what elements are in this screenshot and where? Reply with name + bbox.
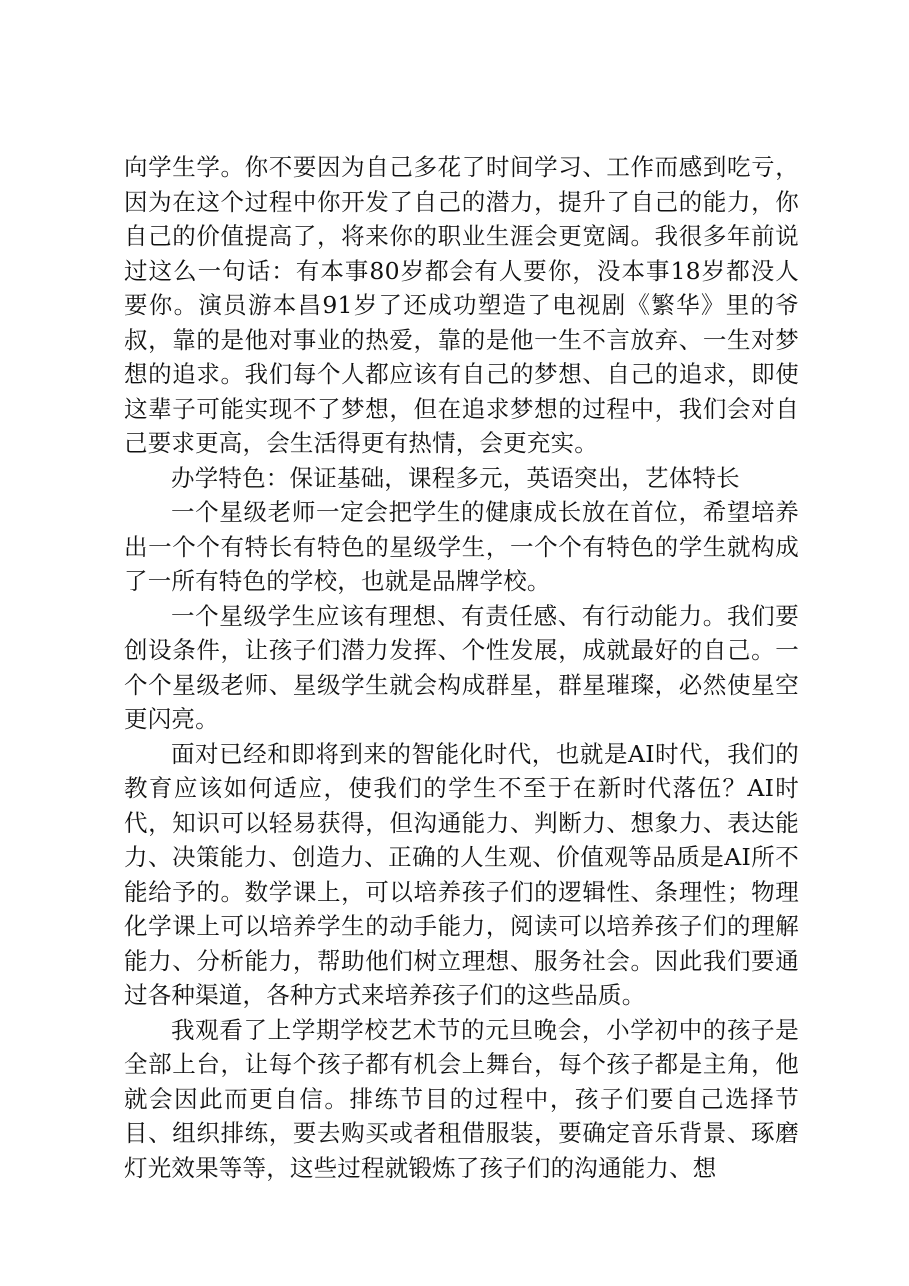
paragraph-1: 向学生学。你不要因为自己多花了时间学习、工作而感到吃亏，因为在这个过程中你开发了自己的潜力，提升了自己的能力，你自己的价值提高了，将来你的职业生涯会更宽阔。我很多年前说过这么一句话：有本事80岁都会有人要你，没本事18岁都没人要你。演员游本昌91岁了还成功塑造了电视剧《繁华》里的爷叔，靠的是他对事业的热爱，靠的是他一生不言放弃、一生对梦想的追求。我们每个人都应该有自己的梦想、自己的追求，即使这辈子可能实现不了梦想，但在追求梦想的过程中，我们会对自己要求更高，会生活得更有热情，会更充实。 — [124, 153, 799, 457]
body-text — [124, 150, 799, 1185]
paragraph-4: 一个星级学生应该有理想、有责任感、有行动能力。我们要创设条件，让孩子们潜力发挥、个性发展，成就最好的自己。一个个星级老师、星级学生就会构成群星，群星璀璨，必然使星空更闪亮。 — [124, 601, 799, 733]
paragraph-2-heading: 办学特色：保证基础，课程多元，英语突出，艺体特长 — [171, 463, 740, 492]
paragraph-5: 面对已经和即将到来的智能化时代，也就是AI时代，我们的教育应该如何适应，使我们的学生不至于在新时代落伍？AI时代，知识可以轻易获得，但沟通能力、判断力、想象力、表达能力、决策能力、创造力、正确的人生观、价值观等品质是AI所不能给予的。数学课上，可以培养孩子们的逻辑性、条理性；物理化学课上可以培养学生的动手能力，阅读可以培养孩子们的理解能力、分析能力，帮助他们树立理想、服务社会。因此我们要通过各种渠道，各种方式来培养孩子们的这些品质。 — [124, 739, 799, 1009]
paragraph-3: 一个星级老师一定会把学生的健康成长放在首位，希望培养出一个个有特长有特色的星级学生，一个个有特色的学生就构成了一所有特色的学校，也就是品牌学校。 — [124, 498, 799, 595]
paragraph-6: 我观看了上学期学校艺术节的元旦晚会，小学初中的孩子是全部上台，让每个孩子都有机会上舞台，每个孩子都是主角，他就会因此而更自信。排练节目的过程中，孩子们要自己选择节目、组织排练，要去购买或者租借服装，要确定音乐背景、琢磨灯光效果等等，这些过程就锻炼了孩子们的沟通能力、想 — [124, 1015, 799, 1182]
